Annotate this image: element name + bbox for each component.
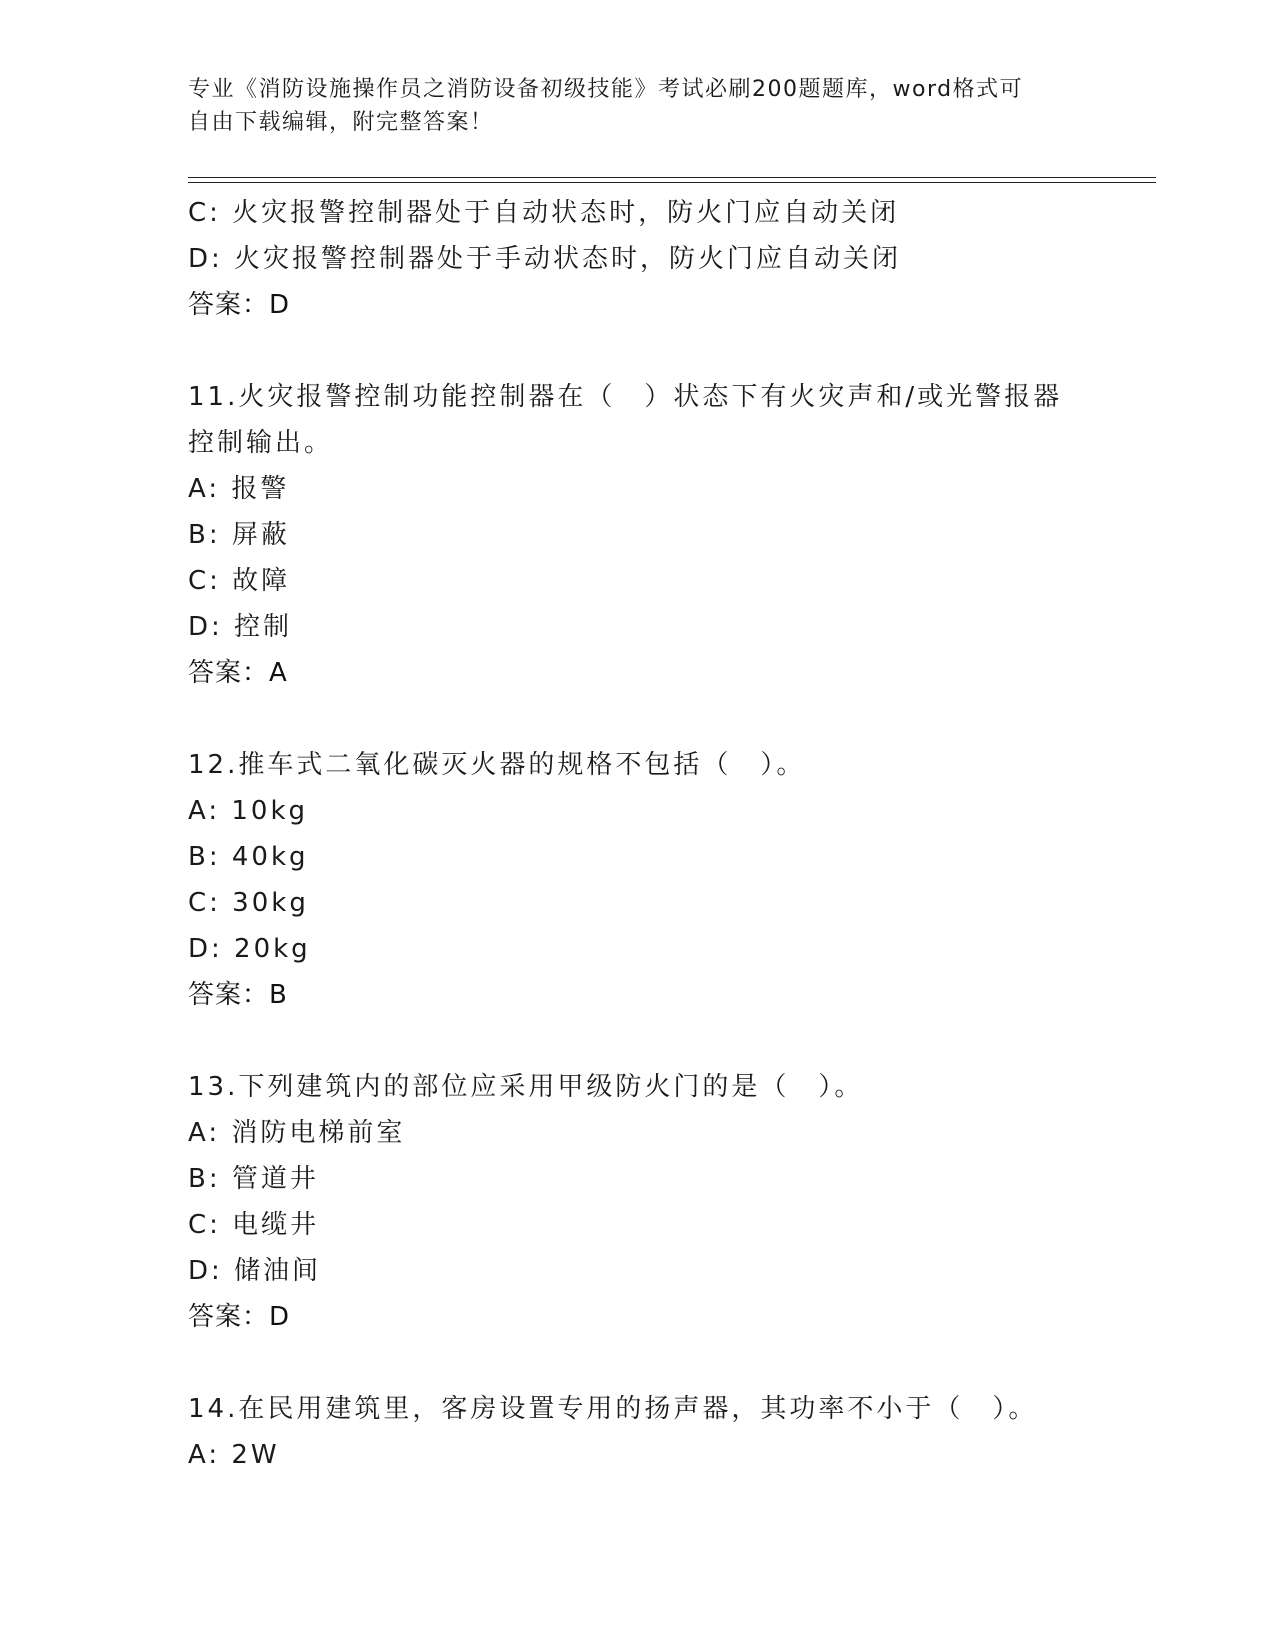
header-divider-top bbox=[188, 177, 1156, 178]
question-14-option-a: A: 2W bbox=[188, 1440, 280, 1470]
question-14-stem: 14.在民用建筑里，客房设置专用的扬声器，其功率不小于（ ）。 bbox=[188, 1394, 1038, 1424]
question-list bbox=[188, 190, 1088, 1478]
question-11-option-c: C: 故障 bbox=[188, 566, 291, 596]
question-10-fragment bbox=[188, 190, 1088, 328]
question-13-option-a: A: 消防电梯前室 bbox=[188, 1118, 406, 1148]
question-13-option-b: B: 管道井 bbox=[188, 1164, 319, 1194]
question-12-stem: 12.推车式二氧化碳灭火器的规格不包括（ ）。 bbox=[188, 750, 806, 780]
question-12-option-d: D: 20kg bbox=[188, 934, 311, 964]
question-11-option-a: A: 报警 bbox=[188, 474, 290, 504]
question-12 bbox=[188, 742, 1088, 1018]
question-12-option-b: B: 40kg bbox=[188, 842, 309, 872]
question-10-option-c: C: 火灾报警控制器处于自动状态时，防火门应自动关闭 bbox=[188, 198, 900, 228]
header-line-1: 专业《消防设施操作员之消防设备初级技能》考试必刷200题题库，word格式可 bbox=[188, 77, 1024, 102]
question-11-stem-line-1: 11.火灾报警控制功能控制器在（ ）状态下有火灾声和/或光警报器 bbox=[188, 382, 1063, 412]
question-13-option-c: C: 电缆井 bbox=[188, 1210, 320, 1240]
question-14 bbox=[188, 1386, 1088, 1478]
question-10-option-d: D: 火灾报警控制器处于手动状态时，防火门应自动关闭 bbox=[188, 244, 902, 274]
question-11-answer: 答案：A bbox=[188, 658, 288, 688]
header-line-2: 自由下载编辑，附完整答案！ bbox=[188, 110, 494, 135]
question-11 bbox=[188, 374, 1088, 696]
question-11-option-b: B: 屏蔽 bbox=[188, 520, 290, 550]
question-10-answer: 答案：D bbox=[188, 290, 291, 320]
question-11-stem-line-2: 控制输出。 bbox=[188, 428, 334, 458]
question-11-option-d: D: 控制 bbox=[188, 612, 293, 642]
question-13-option-d: D: 储油间 bbox=[188, 1256, 322, 1286]
question-13-answer: 答案：D bbox=[188, 1302, 291, 1332]
document-header bbox=[188, 73, 1088, 139]
question-12-option-c: C: 30kg bbox=[188, 888, 309, 918]
question-12-option-a: A: 10kg bbox=[188, 796, 308, 826]
header-divider-bottom bbox=[188, 182, 1156, 183]
question-12-answer: 答案：B bbox=[188, 980, 288, 1010]
question-13-stem: 13.下列建筑内的部位应采用甲级防火门的是（ ）。 bbox=[188, 1072, 864, 1102]
question-13 bbox=[188, 1064, 1088, 1340]
